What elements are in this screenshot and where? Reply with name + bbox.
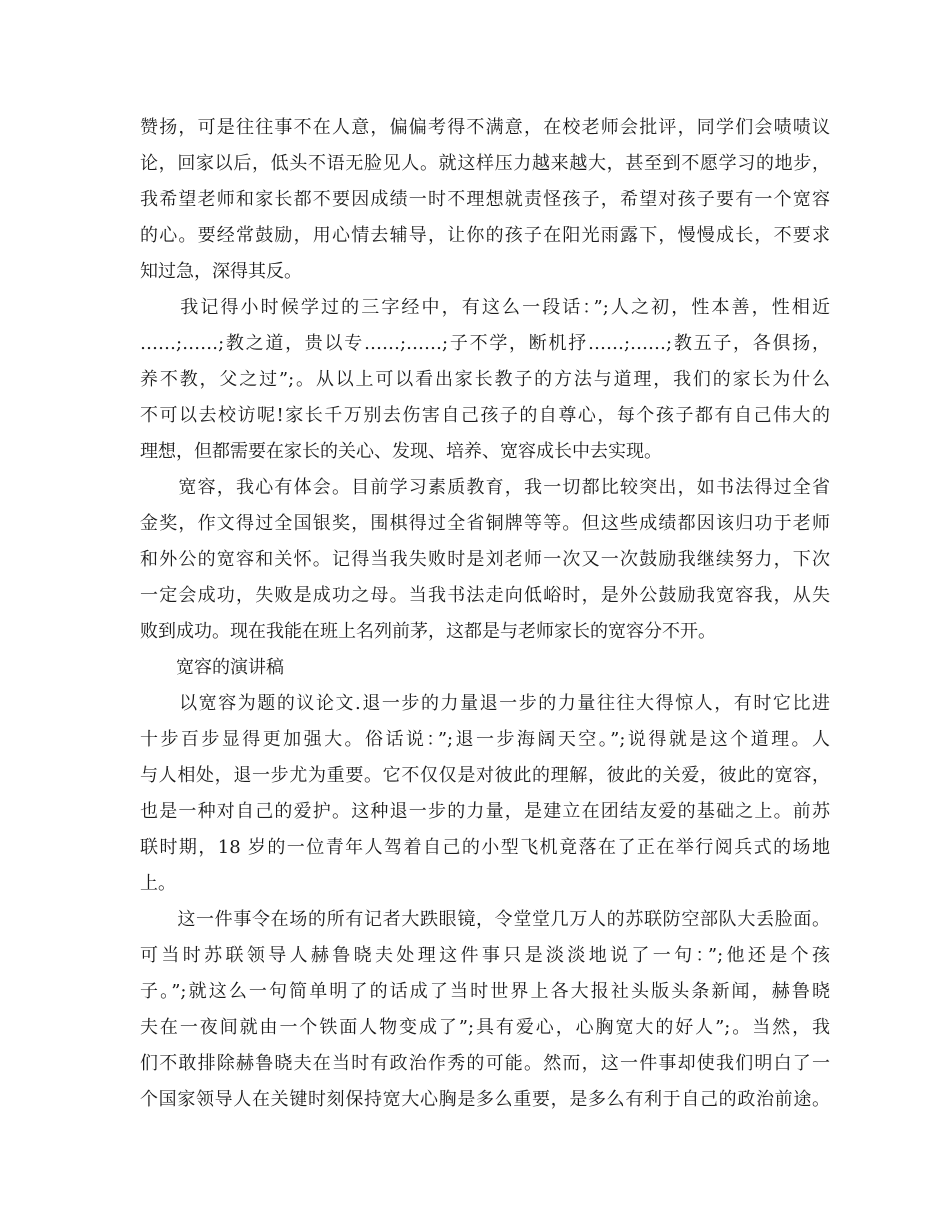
text-line: 们不敢排除赫鲁晓夫在当时有政治作秀的可能。然而，这一件事却使我们明白了一	[140, 1053, 830, 1074]
section-heading: 宽容的演讲稿	[140, 657, 284, 678]
text-line: 以宽容为题的议论文.退一步的力量退一步的力量往往大得惊人，有时它比进	[140, 693, 830, 714]
text-line: 上。	[140, 873, 176, 894]
text-line: 十步百步显得更加强大。俗话说：”;退一步海阔天空。”;说得就是这个道理。人	[140, 729, 830, 750]
text-line: 知过急，深得其反。	[140, 261, 302, 282]
text-line: 和外公的宽容和关怀。记得当我失败时是刘老师一次又一次鼓励我继续努力，下次	[140, 549, 830, 570]
text-line: ……;……;教之道，贵以专……;……;子不学，断机抒……;……;教五子，各俱扬，	[140, 333, 830, 354]
text-line: 夫在一夜间就由一个铁面人物变成了”;具有爱心，心胸宽大的好人”;。当然，我	[140, 1017, 830, 1038]
text-line: 败到成功。现在我能在班上名列前茅，这都是与老师家长的宽容分不开。	[140, 621, 716, 642]
text-line: 与人相处，退一步尤为重要。它不仅仅是对彼此的理解，彼此的关爱，彼此的宽容，	[140, 765, 830, 786]
text-line: 金奖，作文得过全国银奖，围棋得过全省铜牌等等。但这些成绩都因该归功于老师	[140, 513, 830, 534]
text-line: 的心。要经常鼓励，用心情去辅导，让你的孩子在阳光雨露下，慢慢成长，不要求	[140, 225, 830, 246]
text-line: 我希望老师和家长都不要因成绩一时不理想就责怪孩子，希望对孩子要有一个宽容	[140, 189, 830, 210]
text-line: 不可以去校访呢!家长千万别去伤害自己孩子的自尊心，每个孩子都有自己伟大的	[140, 405, 830, 426]
text-line: 联时期，18 岁的一位青年人驾着自己的小型飞机竟落在了正在举行阅兵式的场地	[140, 837, 830, 858]
text-line: 个国家领导人在关键时刻保持宽大心胸是多么重要，是多么有利于自己的政治前途。	[140, 1089, 830, 1110]
text-line: 养不教，父之过”;。从以上可以看出家长教子的方法与道理，我们的家长为什么	[140, 369, 830, 390]
text-line: 论，回家以后，低头不语无脸见人。就这样压力越来越大，甚至到不愿学习的地步，	[140, 153, 830, 174]
text-line: 可当时苏联领导人赫鲁晓夫处理这件事只是淡淡地说了一句：”;他还是个孩	[140, 945, 830, 966]
text-line: 赞扬，可是往往事不在人意，偏偏考得不满意，在校老师会批评，同学们会啧啧议	[140, 117, 830, 138]
text-line: 也是一种对自己的爱护。这种退一步的力量，是建立在团结友爱的基础之上。前苏	[140, 801, 830, 822]
text-line: 理想，但都需要在家长的关心、发现、培养、宽容成长中去实现。	[140, 441, 662, 462]
text-line: 一定会成功，失败是成功之母。当我书法走向低峪时，是外公鼓励我宽容我，从失	[140, 585, 830, 606]
text-line: 这一件事令在场的所有记者大跌眼镜，令堂堂几万人的苏联防空部队大丢脸面。	[140, 909, 830, 930]
text-line: 子。”;就这么一句简单明了的话成了当时世界上各大报社头版头条新闻，赫鲁晓	[140, 981, 830, 1002]
text-line: 宽容，我心有体会。目前学习素质教育，我一切都比较突出，如书法得过全省	[140, 477, 830, 498]
text-line: 我记得小时候学过的三字经中，有这么一段话：”;人之初，性本善，性相近	[140, 297, 830, 318]
